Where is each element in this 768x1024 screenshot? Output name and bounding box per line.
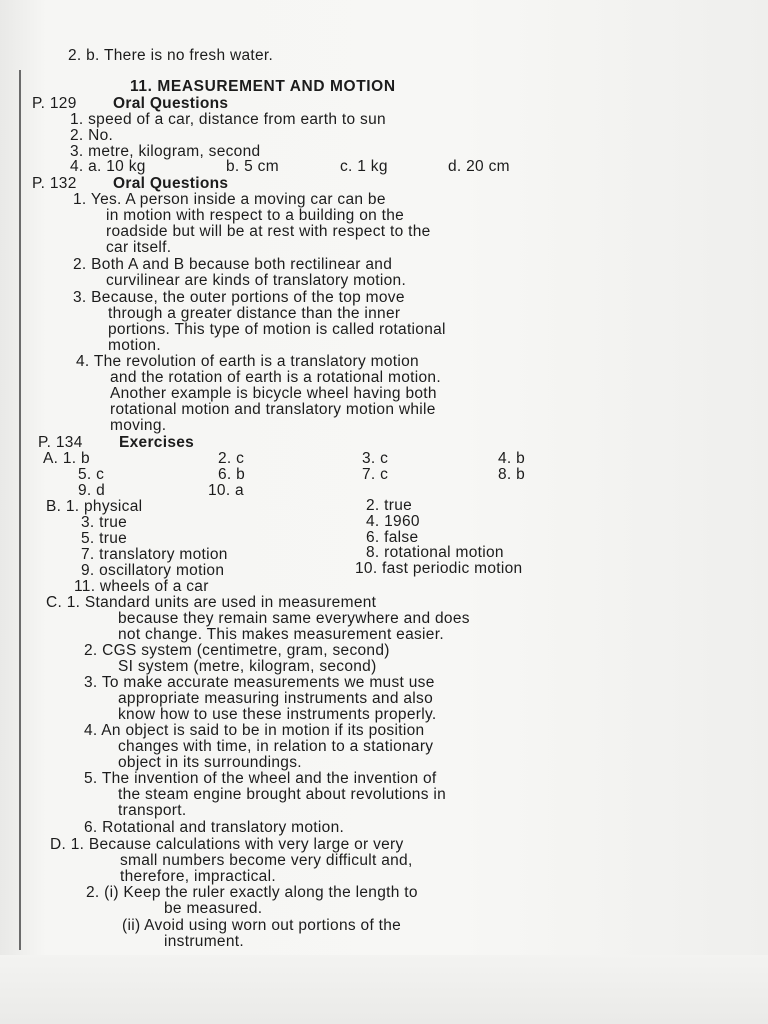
page-ref: P. 129 [32, 95, 77, 112]
answer-item: 8. rotational motion [366, 544, 504, 561]
text-line: instrument. [164, 933, 244, 950]
text-line: (ii) Avoid using worn out portions of the [122, 917, 402, 934]
text-line: c. 1 kg [340, 158, 388, 175]
text-line: portions. This type of motion is called rotational [108, 321, 446, 338]
page-bottom-margin [0, 955, 768, 1024]
section-heading: Oral Questions [113, 95, 229, 112]
text-line: d. 20 cm [448, 158, 510, 175]
text-line: D. 1. Because calculations with very large or very [50, 836, 404, 853]
answer-item: 7. translatory motion [81, 546, 228, 563]
text-line: roadside but will be at rest with respect to the [106, 223, 431, 240]
text-line: 2. Both A and B because both rectilinear and [73, 256, 393, 273]
answer-item: 5. true [81, 530, 128, 547]
text-line: SI system (metre, kilogram, second) [118, 658, 377, 675]
text-line: 5. The invention of the wheel and the invention of [84, 770, 437, 787]
section-heading: Exercises [119, 434, 195, 451]
text-line: 3. metre, kilogram, second [70, 143, 261, 160]
text-line: not change. This makes measurement easier. [118, 626, 444, 643]
answer-item: 9. d [78, 482, 106, 499]
text-line: therefore, impractical. [120, 868, 276, 885]
answer-item: 2. true [366, 497, 413, 514]
text-line: small numbers become very difficult and, [120, 852, 413, 869]
answer-item: 9. oscillatory motion [81, 562, 225, 579]
text-line: object in its surroundings. [118, 754, 302, 771]
text-line: through a greater distance than the inner [108, 305, 401, 322]
answer-item: A. 1. b [43, 450, 90, 467]
text-line: know how to use these instruments properly. [118, 706, 437, 723]
text-line: rotational motion and translatory motion while [110, 401, 436, 418]
text-line: 4. An object is said to be in motion if its position [84, 722, 425, 739]
page-ref: P. 134 [38, 434, 83, 451]
text-line: 2. b. There is no fresh water. [68, 47, 274, 64]
answer-item: 10. a [208, 482, 244, 499]
section-heading: Oral Questions [113, 175, 229, 192]
text-line: transport. [118, 802, 187, 819]
answer-item: 5. c [78, 466, 105, 483]
margin-rule [19, 70, 21, 950]
answer-item: 2. c [218, 450, 245, 467]
answer-item: 4. 1960 [366, 513, 420, 530]
text-line: 1. speed of a car, distance from earth to sun [70, 111, 386, 128]
answer-item: 6. b [218, 466, 246, 483]
text-line: 2. (i) Keep the ruler exactly along the length to [86, 884, 418, 901]
text-line: because they remain same everywhere and does [118, 610, 470, 627]
text-line: 6. Rotational and translatory motion. [84, 819, 345, 836]
answer-item: 8. b [498, 466, 526, 483]
text-line: motion. [108, 337, 161, 354]
answer-item: 4. b [498, 450, 526, 467]
text-line: 2. No. [70, 127, 114, 144]
text-line: the steam engine brought about revolutions in [118, 786, 447, 803]
text-line: and the rotation of earth is a rotational motion. [110, 369, 441, 386]
answer-item: B. 1. physical [46, 498, 143, 515]
text-line: car itself. [106, 239, 172, 256]
answer-item: 3. true [81, 514, 128, 531]
answer-item: 6. false [366, 529, 419, 546]
text-line: 2. CGS system (centimetre, gram, second) [84, 642, 390, 659]
text-line: C. 1. Standard units are used in measurement [46, 594, 377, 611]
text-line: 4. The revolution of earth is a translatory motion [76, 353, 419, 370]
section-title: 11. MEASUREMENT AND MOTION [130, 78, 396, 95]
text-line: appropriate measuring instruments and also [118, 690, 434, 707]
text-line: 4. a. 10 kg [70, 158, 146, 175]
text-line: 3. Because, the outer portions of the top move [73, 289, 405, 306]
text-line: curvilinear are kinds of translatory motion. [106, 272, 407, 289]
text-line: 3. To make accurate measurements we must use [84, 674, 435, 691]
text-line: b. 5 cm [226, 158, 279, 175]
text-line: in motion with respect to a building on the [106, 207, 405, 224]
text-line: 1. Yes. A person inside a moving car can be [73, 191, 386, 208]
text-line: changes with time, in relation to a stationary [118, 738, 434, 755]
answer-item: 10. fast periodic motion [355, 560, 523, 577]
page-ref: P. 132 [32, 175, 77, 192]
text-line: Another example is bicycle wheel having both [110, 385, 437, 402]
answer-item: 7. c [362, 466, 389, 483]
text-line: be measured. [164, 900, 263, 917]
answer-item: 3. c [362, 450, 389, 467]
text-line: moving. [110, 417, 167, 434]
answer-item: 11. wheels of a car [74, 578, 209, 595]
